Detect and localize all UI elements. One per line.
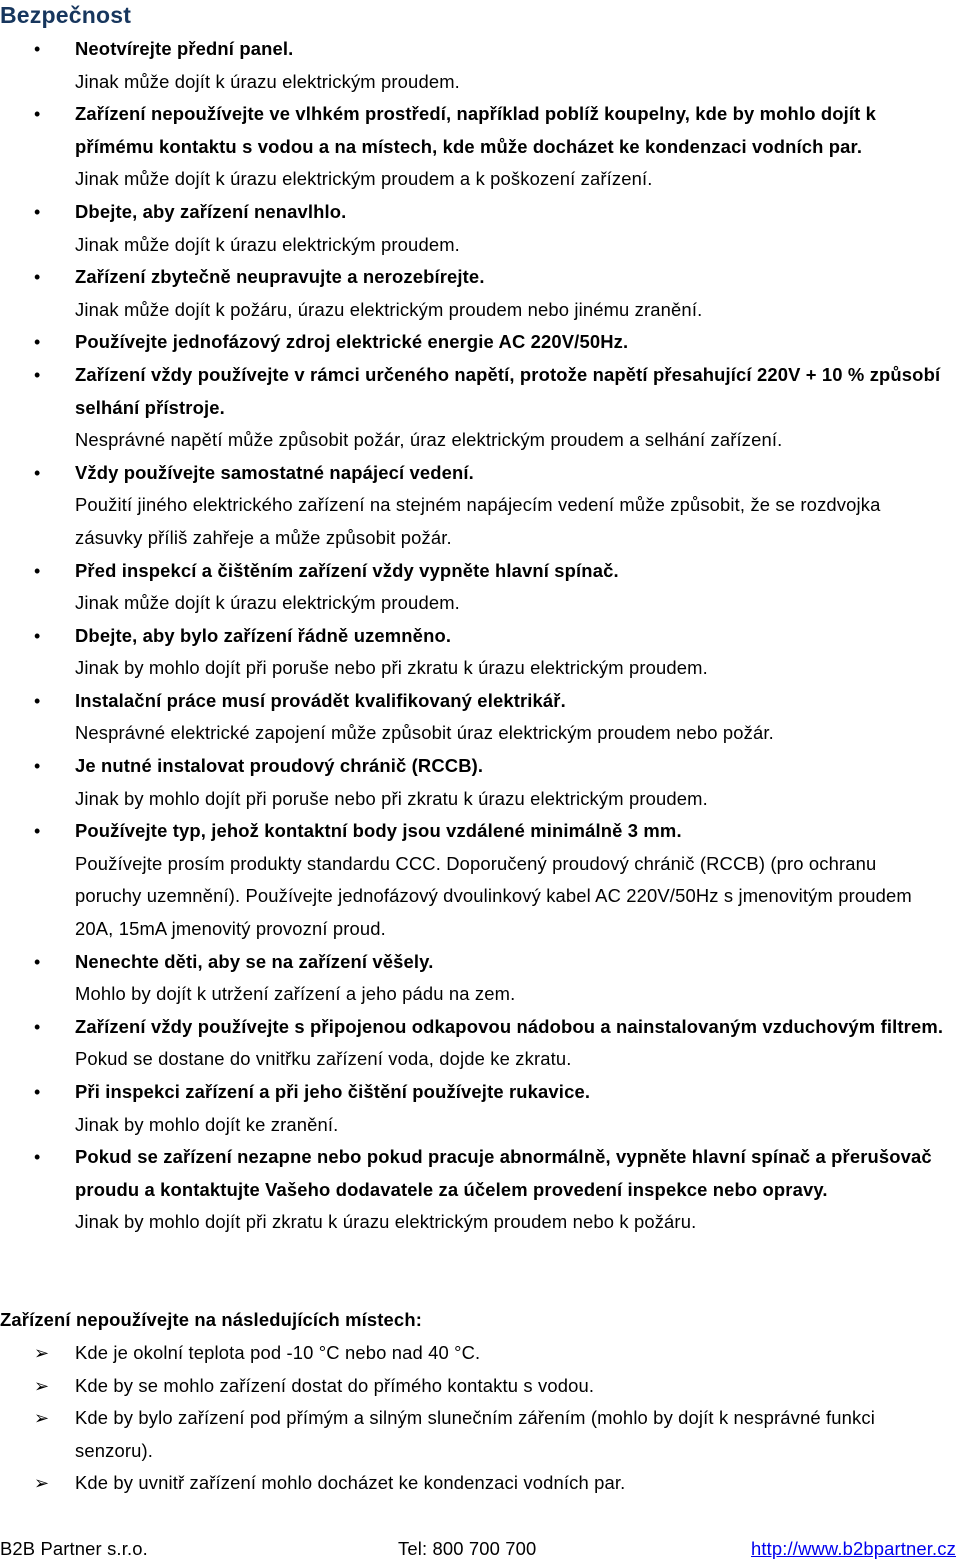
safety-item-heading: Neotvírejte přední panel. bbox=[75, 38, 294, 59]
safety-item bbox=[0, 555, 960, 620]
bullet-icon: • bbox=[34, 1016, 41, 1037]
bullet-icon: • bbox=[34, 104, 41, 125]
bullet-icon: • bbox=[34, 1082, 41, 1102]
safety-item bbox=[0, 196, 960, 261]
safety-item-heading: Zařízení vždy používejte s připojenou odkapovou nádobou a nainstalovaným vzduchovým filtrem. bbox=[75, 1015, 944, 1037]
safety-item-heading: Dbejte, aby zařízení nenavlhlo. bbox=[75, 200, 347, 222]
safety-item bbox=[0, 750, 960, 815]
safety-item bbox=[0, 326, 960, 359]
safety-item-heading: Je nutné instalovat proudový chránič (RCCB). bbox=[75, 755, 484, 777]
arrow-bullet-icon: ➢ bbox=[34, 1408, 50, 1429]
safety-item bbox=[0, 33, 960, 98]
safety-item-description: Mohlo by dojít k utržení zařízení a jeho pádu na zem. bbox=[75, 983, 516, 1005]
place-item bbox=[0, 1402, 960, 1467]
safety-item-description: Nesprávné napětí může způsobit požár, úraz elektrickým proudem a selhání zařízení. bbox=[75, 429, 783, 451]
footer-website-link[interactable]: http://www.b2bpartner.cz bbox=[751, 1538, 956, 1559]
bullet-icon: • bbox=[34, 690, 41, 711]
bullet-icon: • bbox=[34, 39, 41, 59]
safety-item-description: Jinak může dojít k požáru, úrazu elektrickým proudem nebo jinému zranění. bbox=[75, 298, 703, 320]
place-item bbox=[0, 1370, 960, 1403]
safety-item bbox=[0, 685, 960, 750]
safety-list bbox=[0, 33, 960, 1239]
safety-item bbox=[0, 261, 960, 326]
places-title: Zařízení nepoužívejte na následujících místech: bbox=[0, 1309, 422, 1330]
arrow-bullet-icon: ➢ bbox=[34, 1375, 50, 1396]
safety-item-description: Nesprávné elektrické zapojení může způsobit úraz elektrickým proudem nebo požár. bbox=[75, 722, 774, 744]
safety-item bbox=[0, 98, 960, 196]
place-item-text: Kde by se mohlo zařízení dostat do přímého kontaktu s vodou. bbox=[75, 1374, 595, 1396]
safety-item bbox=[0, 1011, 960, 1076]
arrow-bullet-icon: ➢ bbox=[34, 1473, 50, 1494]
bullet-icon: • bbox=[34, 364, 41, 385]
place-item bbox=[0, 1467, 960, 1500]
bullet-icon: • bbox=[34, 462, 41, 483]
bullet-icon: • bbox=[34, 625, 41, 646]
safety-item-description: Použití jiného elektrického zařízení na stejném napájecím vedení může způsobit, že se rozdvojka zásuvky příliš zahřeje a může způsobit požár. bbox=[75, 494, 881, 548]
bullet-icon: • bbox=[34, 332, 41, 353]
safety-item bbox=[0, 946, 960, 1011]
safety-item-heading: Pokud se zařízení nezapne nebo pokud pracuje abnormálně, vypněte hlavní spínač a přerušovač proudu a kontaktujte Vašeho dodavatele za účelem provedení inspekce nebo opravy. bbox=[75, 1146, 932, 1200]
safety-item bbox=[0, 359, 960, 457]
safety-item-heading: Zařízení vždy používejte v rámci určeného napětí, protože napětí přesahující 220V + 10 % způsobí selhání přístroje. bbox=[75, 363, 941, 418]
safety-item-description: Jinak by mohlo dojít ke zranění. bbox=[75, 1113, 339, 1135]
page-title: Bezpečnost bbox=[0, 2, 132, 28]
safety-item-heading: Před inspekcí a čištěním zařízení vždy vypněte hlavní spínač. bbox=[75, 559, 619, 581]
safety-item-heading: Zařízení nepoužívejte ve vlhkém prostředí, například poblíž koupelny, kde by mohlo dojít k přímému kontaktu s vodou a na místech, kde může docházet ke kondenzaci vodních par. bbox=[75, 103, 877, 157]
bullet-icon: • bbox=[34, 821, 41, 842]
place-item-text: Kde by bylo zařízení pod přímým a silným slunečním zářením (mohlo by dojít k nesprávné funkci senzoru). bbox=[75, 1407, 875, 1461]
safety-item bbox=[0, 815, 960, 945]
safety-item-heading: Používejte typ, jehož kontaktní body jsou vzdálené minimálně 3 mm. bbox=[75, 820, 682, 842]
footer-company: B2B Partner s.r.o. bbox=[0, 1538, 148, 1559]
arrow-bullet-icon: ➢ bbox=[34, 1343, 50, 1363]
safety-item-description: Používejte prosím produkty standardu CCC. Doporučený proudový chránič (RCCB) (pro ochranu poruchy uzemnění). Používejte jednofázový dvoulinkový kabel AC 220V/50Hz s jmenovitým proudem 20A, 15mA jmenovitý provozní proud. bbox=[75, 852, 912, 940]
safety-item-description: Jinak by mohlo dojít při zkratu k úrazu elektrickým proudem nebo k požáru. bbox=[75, 1211, 697, 1233]
safety-item-heading: Instalační práce musí provádět kvalifikovaný elektrikář. bbox=[75, 689, 566, 711]
footer-telephone: Tel: 800 700 700 bbox=[398, 1538, 537, 1559]
safety-item-description: Jinak může dojít k úrazu elektrickým proudem a k poškození zařízení. bbox=[75, 168, 653, 190]
bullet-icon: • bbox=[34, 756, 41, 777]
safety-item-description: Pokud se dostane do vnitřku zařízení voda, dojde ke zkratu. bbox=[75, 1048, 572, 1070]
safety-item-heading: Dbejte, aby bylo zařízení řádně uzemněno. bbox=[75, 624, 452, 646]
safety-item bbox=[0, 457, 960, 555]
safety-item-description: Jinak může dojít k úrazu elektrickým proudem. bbox=[75, 592, 460, 614]
safety-item-description: Jinak by mohlo dojít při poruše nebo při zkratu k úrazu elektrickým proudem. bbox=[75, 787, 708, 809]
safety-item-description: Jinak by mohlo dojít při poruše nebo při zkratu k úrazu elektrickým proudem. bbox=[75, 657, 708, 679]
bullet-icon: • bbox=[34, 201, 41, 222]
safety-item-heading: Zařízení zbytečně neupravujte a nerozebírejte. bbox=[75, 266, 485, 288]
bullet-icon: • bbox=[34, 560, 41, 581]
safety-item bbox=[0, 620, 960, 685]
safety-item bbox=[0, 1141, 960, 1239]
bullet-icon: • bbox=[34, 951, 41, 972]
safety-item-description: Jinak může dojít k úrazu elektrickým proudem. bbox=[75, 233, 460, 255]
safety-item bbox=[0, 1076, 960, 1141]
safety-item-heading: Při inspekci zařízení a při jeho čištění používejte rukavice. bbox=[75, 1081, 591, 1102]
safety-item-heading: Vždy používejte samostatné napájecí vedení. bbox=[75, 461, 474, 483]
place-item bbox=[0, 1337, 960, 1370]
safety-item-description: Jinak může dojít k úrazu elektrickým proudem. bbox=[75, 70, 460, 92]
safety-item-heading: Používejte jednofázový zdroj elektrické energie AC 220V/50Hz. bbox=[75, 331, 629, 353]
places-list bbox=[0, 1337, 960, 1500]
footer bbox=[0, 1534, 960, 1564]
bullet-icon: • bbox=[34, 267, 41, 288]
safety-item-heading: Nenechte děti, aby se na zařízení věšely. bbox=[75, 950, 434, 972]
place-item-text: Kde by uvnitř zařízení mohlo docházet ke kondenzaci vodních par. bbox=[75, 1472, 626, 1494]
bullet-icon: • bbox=[34, 1147, 41, 1168]
place-item-text: Kde je okolní teplota pod -10 °C nebo nad 40 °C. bbox=[75, 1342, 481, 1363]
